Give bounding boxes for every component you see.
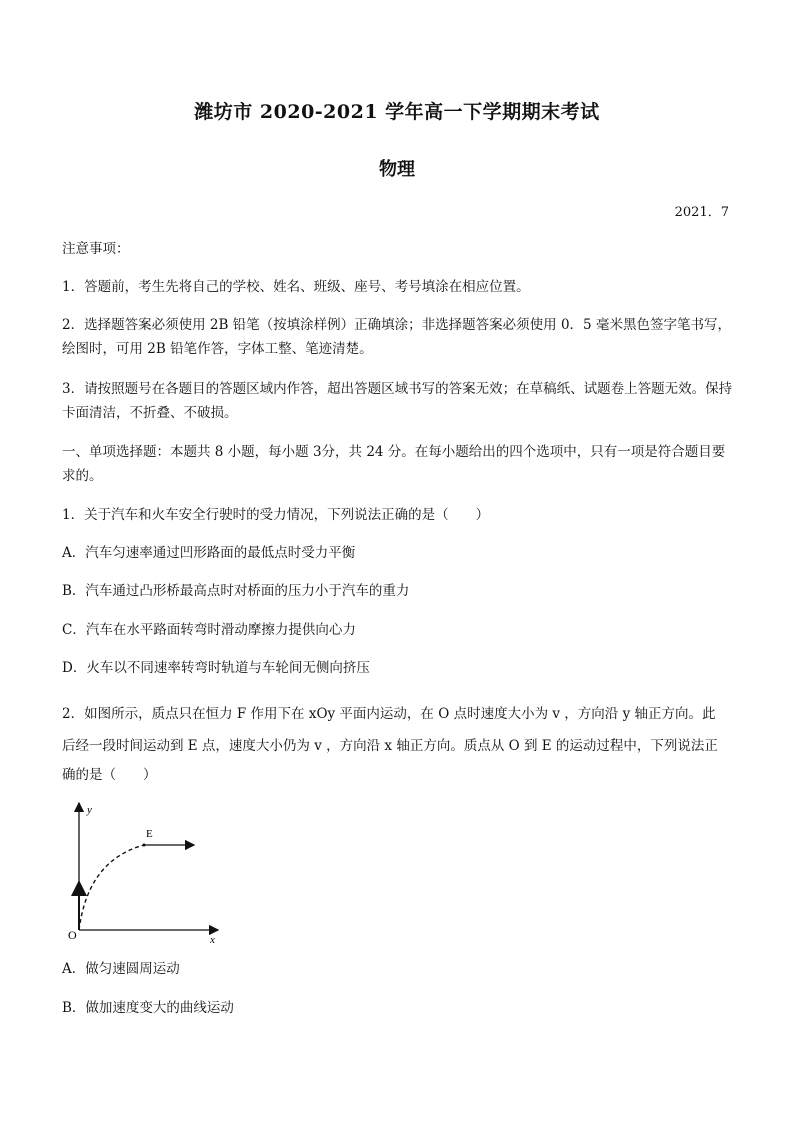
note-item-3: 3．请按照题号在各题目的答题区域内作答，超出答题区域书写的答案无效；在草稿纸、试题卷上答题无效。保持卡面清洁，不折叠、不破损。: [62, 381, 733, 421]
point-e-label: E: [146, 828, 153, 840]
origin-label: O: [68, 928, 77, 942]
q2-stem-line-3: 确的是（ ）: [62, 767, 157, 783]
notes-heading: 注意事项：: [62, 241, 130, 257]
q1-stem: 1．关于汽车和火车安全行驶时的受力情况，下列说法正确的是（ ）: [62, 507, 490, 523]
y-axis-label: y: [87, 804, 92, 816]
q1-option-c: C．汽车在水平路面转弯时滑动摩擦力提供向心力: [62, 622, 356, 638]
exam-subject: 物理: [379, 159, 415, 180]
q2-option-b: B．做加速度变大的曲线运动: [62, 1000, 234, 1016]
note-item-1: 1．答题前，考生先将自己的学校、姓名、班级、座号、考号填涂在相应位置。: [62, 279, 530, 295]
q1-option-a: A．汽车匀速率通过凹形路面的最低点时受力平衡: [62, 545, 356, 561]
exam-date: 2021．7: [674, 205, 729, 220]
motion-diagram: [60, 797, 230, 947]
q2-stem-line-2: 后经一段时间运动到 E 点，速度大小仍为 v ，方向沿 x 轴正方向。质点从 O 到 E 的运动过程中，下列说法正: [62, 738, 718, 754]
q1-option-b: B．汽车通过凸形桥最高点时对桥面的压力小于汽车的重力: [62, 583, 410, 599]
trajectory-curve: [79, 845, 144, 930]
exam-title: 潍坊市 2020-2021 学年高一下学期期末考试: [194, 101, 600, 123]
section1-heading: 一、单项选择题：本题共 8 小题，每小题 3分，共 24 分。在每小题给出的四个选项中，只有一项是符合题目要求的。: [62, 444, 726, 484]
x-axis-label: x: [210, 934, 215, 946]
q2-stem-line-1: 2．如图所示，质点只在恒力 F 作用下在 xOy 平面内运动，在 O 点时速度大小为 v ，方向沿 y 轴正方向。此: [62, 706, 716, 722]
note-item-2: 2．选择题答案必须使用 2B 铅笔（按填涂样例）正确填涂；非选择题答案必须使用 0．5 毫米黑色签字笔书写，绘图时，可用 2B 铅笔作答，字体工整、笔迹清楚。: [62, 317, 731, 357]
point-e: [143, 844, 146, 847]
q2-option-a: A．做匀速圆周运动: [62, 961, 180, 977]
q1-option-d: D．火车以不同速率转弯时轨道与车轮间无侧向挤压: [62, 660, 370, 676]
